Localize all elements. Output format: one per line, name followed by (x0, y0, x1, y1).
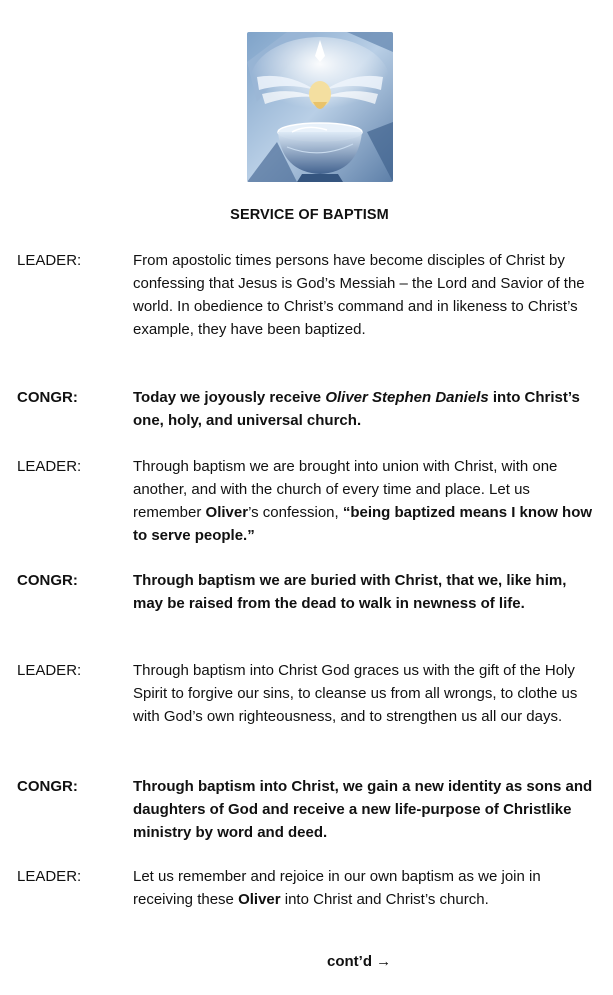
baptism-illustration (247, 32, 393, 182)
congregation-response: Through baptism we are buried with Christ, that we, like him, may be raised from the dead to walk in newness of life. (133, 572, 567, 612)
dove-over-font-image (247, 32, 393, 182)
leader-text: Let us remember and rejoice in our own baptism as we join in receiving these Oliver into Christ and Christ’s church. (133, 868, 541, 908)
leader-text: From apostolic times persons have become disciples of Christ by confessing that Jesus is God’s Messiah – the Lord and Savior of the world. In obedience to Christ’s command and in likeness to Christ’s example, they have been baptized. (133, 252, 585, 338)
candidate-name: Oliver Stephen Daniels (325, 389, 489, 406)
continued-note: cont’d → (327, 953, 392, 970)
candidate-name: Oliver (205, 504, 249, 521)
congregation-label: CONGR: (17, 389, 78, 406)
leader-label: LEADER: (17, 252, 82, 269)
confession-quote: “being baptized means I know how to serve people.” (133, 504, 593, 544)
congregation-label: CONGR: (17, 778, 78, 795)
candidate-name: Oliver (238, 891, 281, 908)
page-title: SERVICE OF BAPTISM (230, 207, 389, 223)
leader-label: LEADER: (17, 662, 82, 679)
congregation-response: Through baptism into Christ, we gain a new identity as sons and daughters of God and receive a new life-purpose of Christlike ministry by word and deed. (133, 778, 593, 841)
leader-text: Through baptism into Christ God graces us with the gift of the Holy Spirit to forgive our sins, to cleanse us from all wrongs, to clothe us with God’s own righteousness, and to strengthen us all our days. (133, 662, 578, 725)
leader-label: LEADER: (17, 868, 82, 885)
leader-text: Through baptism we are brought into union with Christ, with one another, and with the church of every time and place. Let us remember Oliver’s confession, “being baptized means I know how to serve people.” (133, 458, 593, 544)
congregation-label: CONGR: (17, 572, 78, 589)
congregation-response: Today we joyously receive Oliver Stephen Daniels into Christ’s one, holy, and universal church. (133, 389, 580, 429)
leader-label: LEADER: (17, 458, 82, 475)
